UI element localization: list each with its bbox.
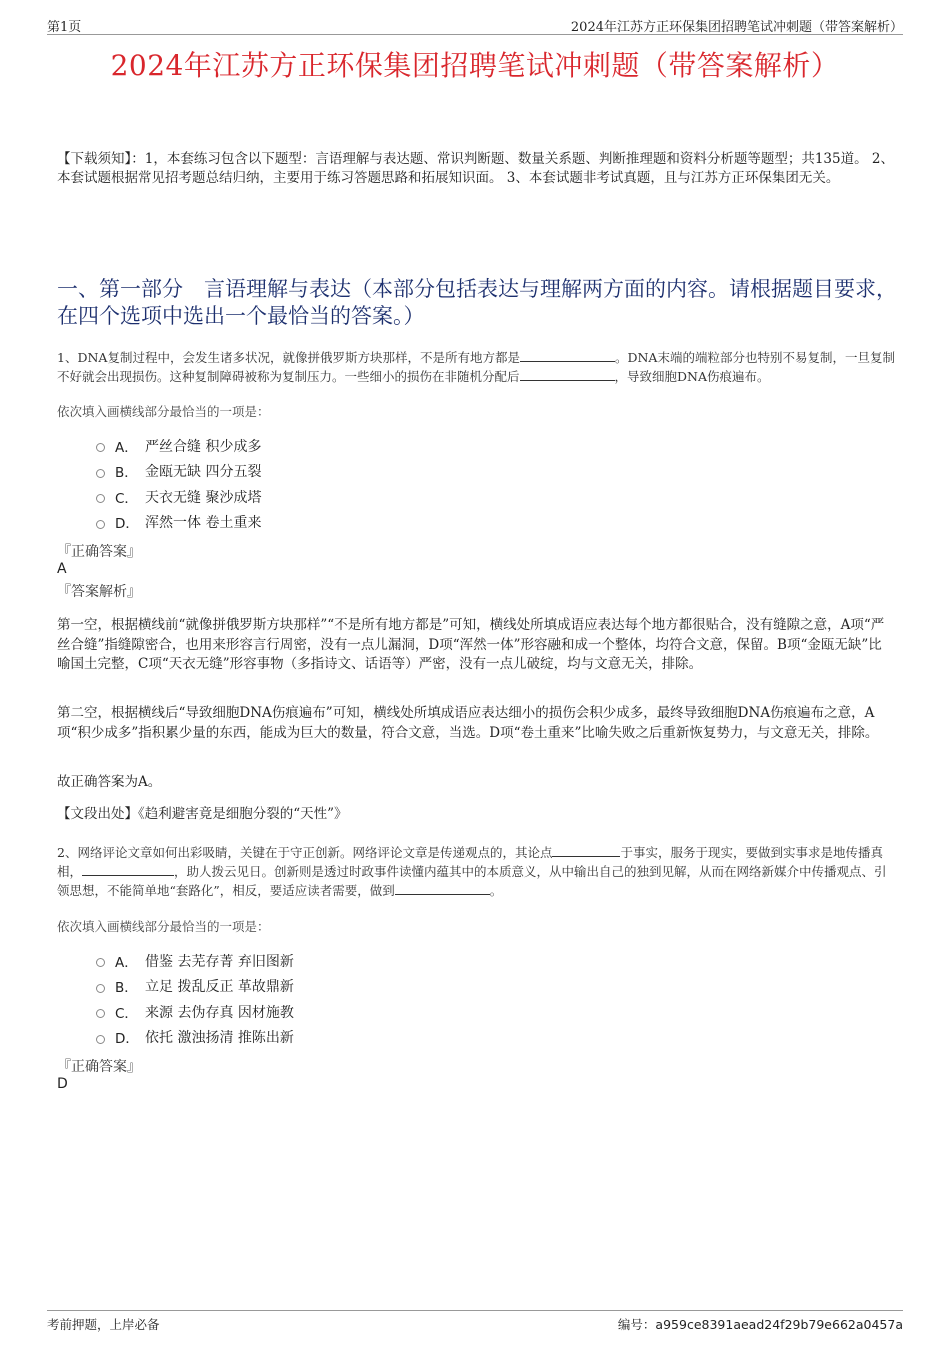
option-text: 借鉴 去芜存菁 弃旧图新 <box>145 953 294 970</box>
q1-blank-2 <box>520 368 615 381</box>
option-text: 金瓯无缺 四分五裂 <box>145 464 262 481</box>
option-text: 立足 拨乱反正 革故鼎新 <box>145 979 294 996</box>
question-1-stem <box>57 348 899 386</box>
q2-blank-1 <box>552 844 620 857</box>
q2-text-part3: ，助人拨云见日。创新则是透过时政事件读懂内蕴其中的本质意义，从中输出自己的独到见解，从而在网络新媒介中传播观点、引领思想，不能简单地“套路化”，相反，要适应读者需要，做到 <box>57 864 887 898</box>
q1-analysis-label: 『答案解析』 <box>57 584 141 600</box>
option-text: 来源 去伪存真 因材施教 <box>145 1004 294 1021</box>
q2-answer: D <box>57 1076 68 1092</box>
radio-icon[interactable] <box>96 494 105 503</box>
option-key: C． <box>115 1005 138 1022</box>
option-key: B． <box>115 980 138 997</box>
q1-source: 【文段出处】《趋利避害竟是细胞分裂的“天性”》 <box>57 806 348 822</box>
question-2-stem <box>57 843 899 900</box>
q1-analysis-1: 第一空，根据横线前“就像拼俄罗斯方块那样”“不是所有地方都是”可知，横线处所填成语应表达每个地方都很贴合，没有缝隙之意，A项“严丝合缝”指缝隙密合，也用来形容言行周密，没有一点儿漏洞，D项“浑然一体”形容融和成一个整体，均符合文意，保留。B项“金瓯无缺”比喻国土完整，C项“天衣无缝”形容事物（多指诗文、话语等）严密，没有一点儿破绽，均与文意无关，排除。 <box>57 617 885 672</box>
radio-icon[interactable] <box>96 1035 105 1044</box>
q1-conclusion: 故正确答案为A。 <box>57 774 162 790</box>
q2-text-part1: 2、网络评论文章如何出彩吸睛，关键在于守正创新。网络评论文章是传递观点的，其论点 <box>57 845 553 860</box>
q2-options <box>96 948 294 1050</box>
q1-answer: A <box>57 561 67 577</box>
page-title: 2024年江苏方正环保集团招聘笔试冲刺题（带答案解析） <box>110 49 840 82</box>
download-notice: 【下载须知】：1，本套练习包含以下题型：言语理解与表达题、常识判断题、数量关系题、判断推理题和资料分析题等题型；共135道。 2、本套试题根据常见招考题总结归纳，主要用于练习答题思路和拓展知识面。 3、本套试题非考试真题，且与江苏方正环保集团无关。 <box>57 151 894 186</box>
footer-doc-id: 编号：a959ce8391aead24f29b79e662a0457a <box>617 1317 903 1332</box>
q1-option-d[interactable] <box>96 510 261 536</box>
page-footer <box>47 1310 903 1332</box>
radio-icon[interactable] <box>96 1009 105 1018</box>
q1-analysis-2: 第二空，根据横线后“导致细胞DNA伤痕遍布”可知，横线处所填成语应表达细小的损伤会积少成多，最终导致细胞DNA伤痕遍布之意，A项“积少成多”指积累少量的东西，能成为巨大的数量，符合文意，当选。D项“卷土重来”比喻失败之后重新恢复势力，与文意无关，排除。 <box>57 705 879 741</box>
q1-option-b[interactable] <box>96 459 261 485</box>
q1-text-part3: ，导致细胞DNA伤痕遍布。 <box>614 369 770 384</box>
radio-icon[interactable] <box>96 520 105 529</box>
q2-text-part4: 。 <box>489 883 503 898</box>
option-key: A． <box>115 954 138 971</box>
footer-slogan: 考前押题，上岸必备 <box>47 1317 160 1332</box>
option-key: A． <box>115 439 138 456</box>
radio-icon[interactable] <box>96 443 105 452</box>
q1-text-part1: 1、DNA复制过程中，会发生诸多状况，就像拼俄罗斯方块那样，不是所有地方都是 <box>57 350 520 365</box>
option-key: C． <box>115 490 138 507</box>
q1-option-a[interactable] <box>96 433 261 459</box>
q2-prompt: 依次填入画横线部分最恰当的一项是： <box>57 919 270 934</box>
radio-icon[interactable] <box>96 958 105 967</box>
q2-blank-3 <box>395 882 490 895</box>
option-key: D． <box>115 516 139 533</box>
q2-answer-label: 『正确答案』 <box>57 1059 141 1075</box>
q1-prompt: 依次填入画横线部分最恰当的一项是： <box>57 404 270 419</box>
q1-blank-1 <box>520 349 615 362</box>
page-number: 第1页 <box>47 20 82 35</box>
option-key: B． <box>115 465 138 482</box>
q1-option-c[interactable] <box>96 484 261 510</box>
option-text: 浑然一体 卷土重来 <box>145 515 262 532</box>
q2-option-c[interactable] <box>96 999 294 1025</box>
section-heading: 一、第一部分 言语理解与表达（本部分包括表达与理解两方面的内容。请根据题目要求，在四个选项中选出一个最恰当的答案。） <box>57 277 897 328</box>
page-header <box>47 14 903 35</box>
header-doc-title: 2024年江苏方正环保集团招聘笔试冲刺题（带答案解析） <box>570 20 903 35</box>
q2-blank-2 <box>82 863 174 876</box>
q1-answer-label: 『正确答案』 <box>57 544 141 560</box>
q2-option-b[interactable] <box>96 974 294 1000</box>
q2-option-d[interactable] <box>96 1025 294 1051</box>
radio-icon[interactable] <box>96 469 105 478</box>
q1-text-part2: 。DNA末端的端粒部分也特别不易复制，一旦复制不好就会出现损伤。这种复制障碍被称为复制压力。一些细小的损伤在非随机分配后 <box>57 350 895 384</box>
option-key: D． <box>115 1031 139 1048</box>
q1-options <box>96 433 261 535</box>
q2-text-part2: 于事实，服务于现实，要做到实事求是地传播真相， <box>57 845 883 879</box>
option-text: 天衣无缝 聚沙成塔 <box>145 489 262 506</box>
option-text: 依托 激浊扬清 推陈出新 <box>145 1030 294 1047</box>
option-text: 严丝合缝 积少成多 <box>145 438 262 455</box>
radio-icon[interactable] <box>96 984 105 993</box>
q2-option-a[interactable] <box>96 948 294 974</box>
